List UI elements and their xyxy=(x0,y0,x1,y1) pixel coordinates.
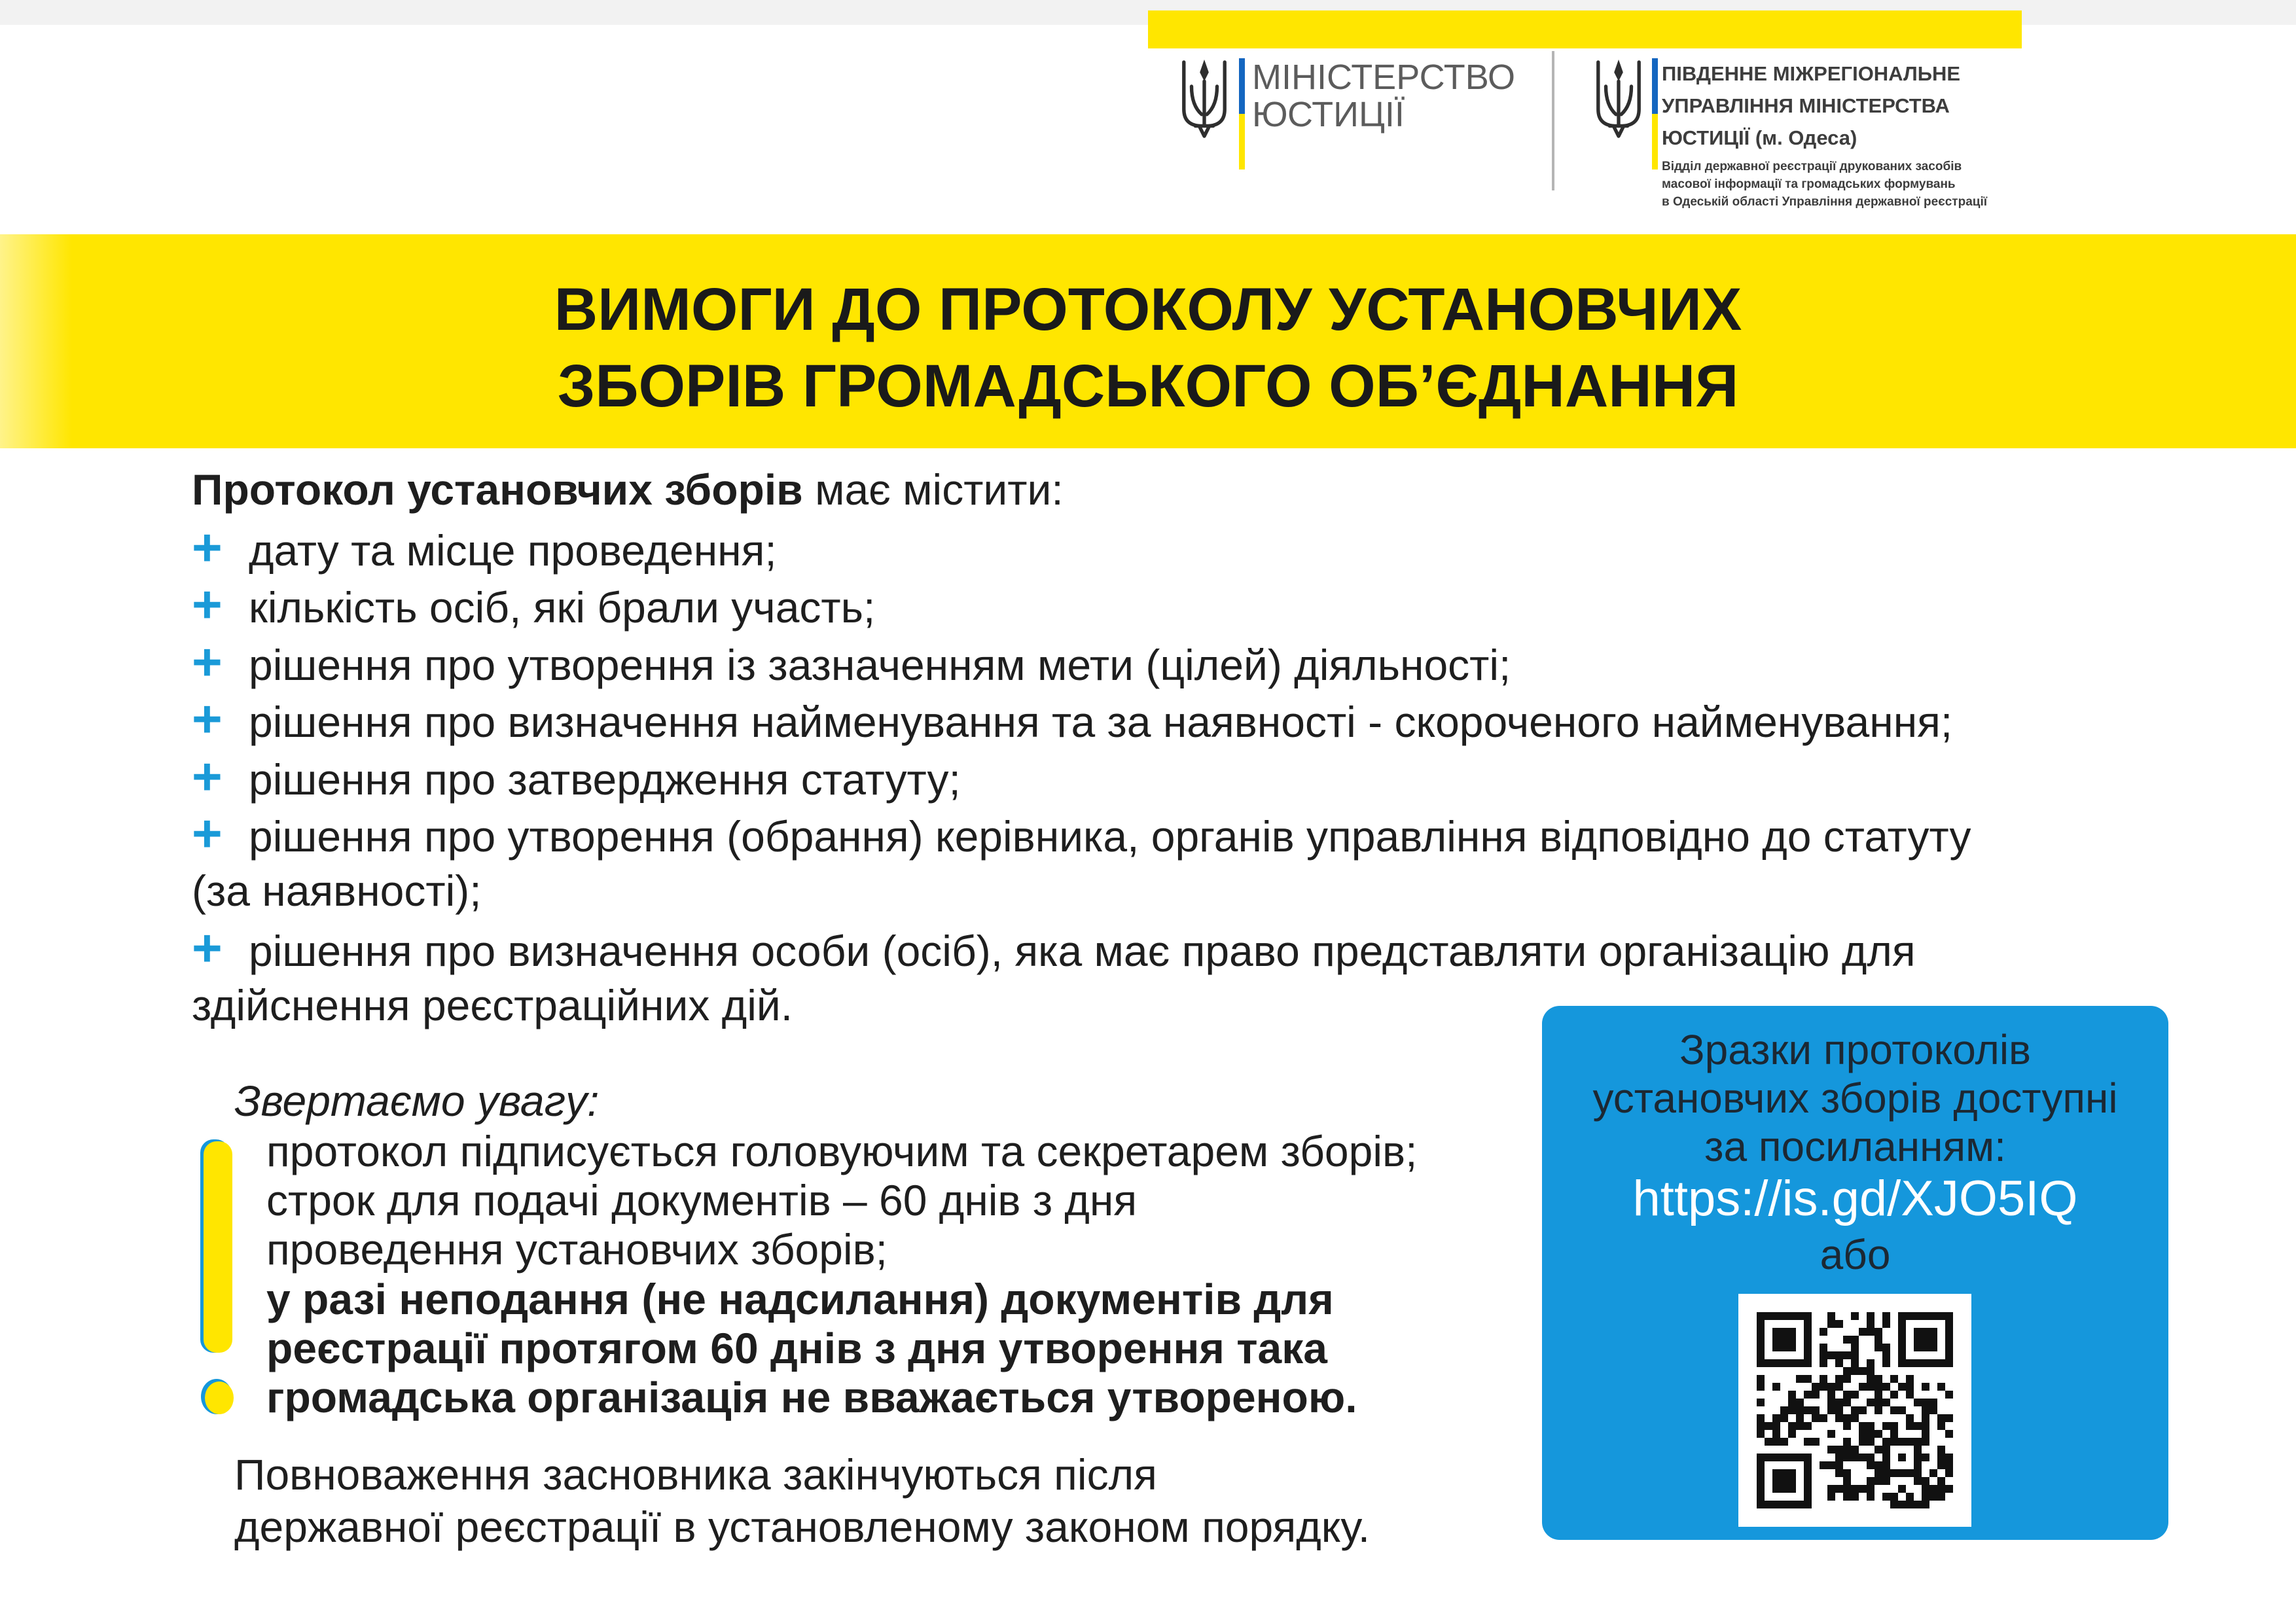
notice-bold-line: реєстрації протягом 60 днів з дня утворення така xyxy=(266,1323,1327,1372)
list-item-text: здійснення реєстраційних дій. xyxy=(192,980,793,1029)
page-title-line1: ВИМОГИ ДО ПРОТОКОЛУ УСТАНОВЧИХ xyxy=(554,276,1742,343)
list-item xyxy=(192,576,1971,633)
requirements-list xyxy=(192,461,1971,1034)
requirements-intro xyxy=(192,461,1971,519)
ua-flag-bar xyxy=(1239,58,1245,169)
list-item-text: рішення про затвердження статуту; xyxy=(249,755,961,804)
intro-text: має містити: xyxy=(802,465,1064,514)
regional-logo-line3: ЮСТИЦІЇ (м. Одеса) xyxy=(1662,126,1857,149)
notice-line: протокол підписується головуючим та секретарем зборів; xyxy=(266,1127,1418,1175)
qr-code-frame xyxy=(1738,1294,1971,1527)
regional-sub-line3: в Одеській області Управління державної реєстрації xyxy=(1662,195,1988,209)
qr-modules xyxy=(1757,1312,1953,1508)
samples-url-link[interactable]: https://is.gd/XJO5IQ xyxy=(1632,1171,2078,1226)
qr-code xyxy=(1757,1312,1953,1508)
top-yellow-bar xyxy=(1148,10,2022,48)
regional-logo-line2: УПРАВЛІННЯ МІНІСТЕРСТВА xyxy=(1662,94,1950,117)
plus-bullet-icon: + xyxy=(192,518,223,577)
ministry-logo-line2: ЮСТИЦІЇ xyxy=(1252,95,1405,134)
list-item-text: (за наявності); xyxy=(192,866,482,915)
plus-bullet-icon: + xyxy=(192,690,223,748)
samples-line3: за посиланням: xyxy=(1704,1123,2006,1170)
list-item-text: рішення про утворення (обрання) керівника, органів управління відповідно до статуту xyxy=(249,812,1971,861)
plus-bullet-icon: + xyxy=(192,804,223,863)
notice-heading: Звертаємо увагу: xyxy=(234,1077,600,1125)
plus-bullet-icon: + xyxy=(192,747,223,806)
page-title xyxy=(0,272,2296,425)
list-item xyxy=(192,919,1971,977)
list-item-text: кількість осіб, які брали участь; xyxy=(249,583,876,632)
page-title-line2: ЗБОРІВ ГРОМАДСЬКОГО ОБ’ЄДНАННЯ xyxy=(557,353,1739,419)
footer-line1: Повноваження засновника закінчуються після xyxy=(234,1450,1157,1499)
founder-powers-note xyxy=(234,1448,1370,1553)
regional-logo-subtext xyxy=(1662,158,1987,211)
notice-line: проведення установчих зборів; xyxy=(266,1225,888,1274)
regional-sub-line2: масової інформації та громадських формувань xyxy=(1662,177,1956,191)
regional-logo-line1: ПІВДЕННЕ МІЖРЕГІОНАЛЬНЕ xyxy=(1662,62,1961,85)
ministry-logo-line1: МІНІСТЕРСТВО xyxy=(1252,58,1516,97)
samples-or: або xyxy=(1820,1231,1891,1278)
plus-bullet-icon: + xyxy=(192,575,223,633)
list-item xyxy=(192,690,1971,748)
list-item-text: рішення про утворення із зазначенням мети (цілей) діяльності; xyxy=(249,640,1511,689)
list-item xyxy=(192,633,1971,691)
ministry-logo-text xyxy=(1252,59,1515,134)
plus-bullet-icon: + xyxy=(192,919,223,977)
notice-bold-line: у разі неподання (не надсилання) документів для xyxy=(266,1274,1334,1323)
plus-bullet-icon: + xyxy=(192,632,223,691)
ua-flag-bar xyxy=(1652,58,1658,169)
list-item xyxy=(192,519,1971,577)
regional-sub-line1: Відділ державної реєстрації друкованих засобів xyxy=(1662,160,1962,173)
trident-emblem-icon xyxy=(1179,58,1230,139)
list-item xyxy=(192,805,1971,863)
list-item-text: рішення про визначення найменування та за наявності - скороченого найменування; xyxy=(249,698,1953,746)
notice-text xyxy=(266,1127,1417,1422)
list-item-text: дату та місце проведення; xyxy=(249,526,777,575)
exclamation-icon xyxy=(196,1135,242,1423)
samples-line2: установчих зборів доступні xyxy=(1592,1075,2118,1122)
notice-bold-line: громадська організація не вважається утвореною. xyxy=(266,1372,1357,1421)
intro-bold-text: Протокол установчих зборів xyxy=(192,465,803,514)
list-item xyxy=(192,748,1971,806)
notice-line: строк для подачі документів – 60 днів з дня xyxy=(266,1176,1138,1225)
trident-emblem-icon xyxy=(1593,58,1644,139)
list-item-text: рішення про визначення особи (осіб), яка має право представляти організацію для xyxy=(249,927,1916,975)
footer-line2: державної реєстрації в установленому законом порядку. xyxy=(234,1503,1371,1551)
samples-line1: Зразки протоколів xyxy=(1679,1026,2032,1073)
regional-logo-text xyxy=(1662,58,1960,154)
list-item-continuation xyxy=(192,863,1971,920)
logo-divider xyxy=(1552,51,1554,190)
samples-box xyxy=(1542,1006,2168,1540)
